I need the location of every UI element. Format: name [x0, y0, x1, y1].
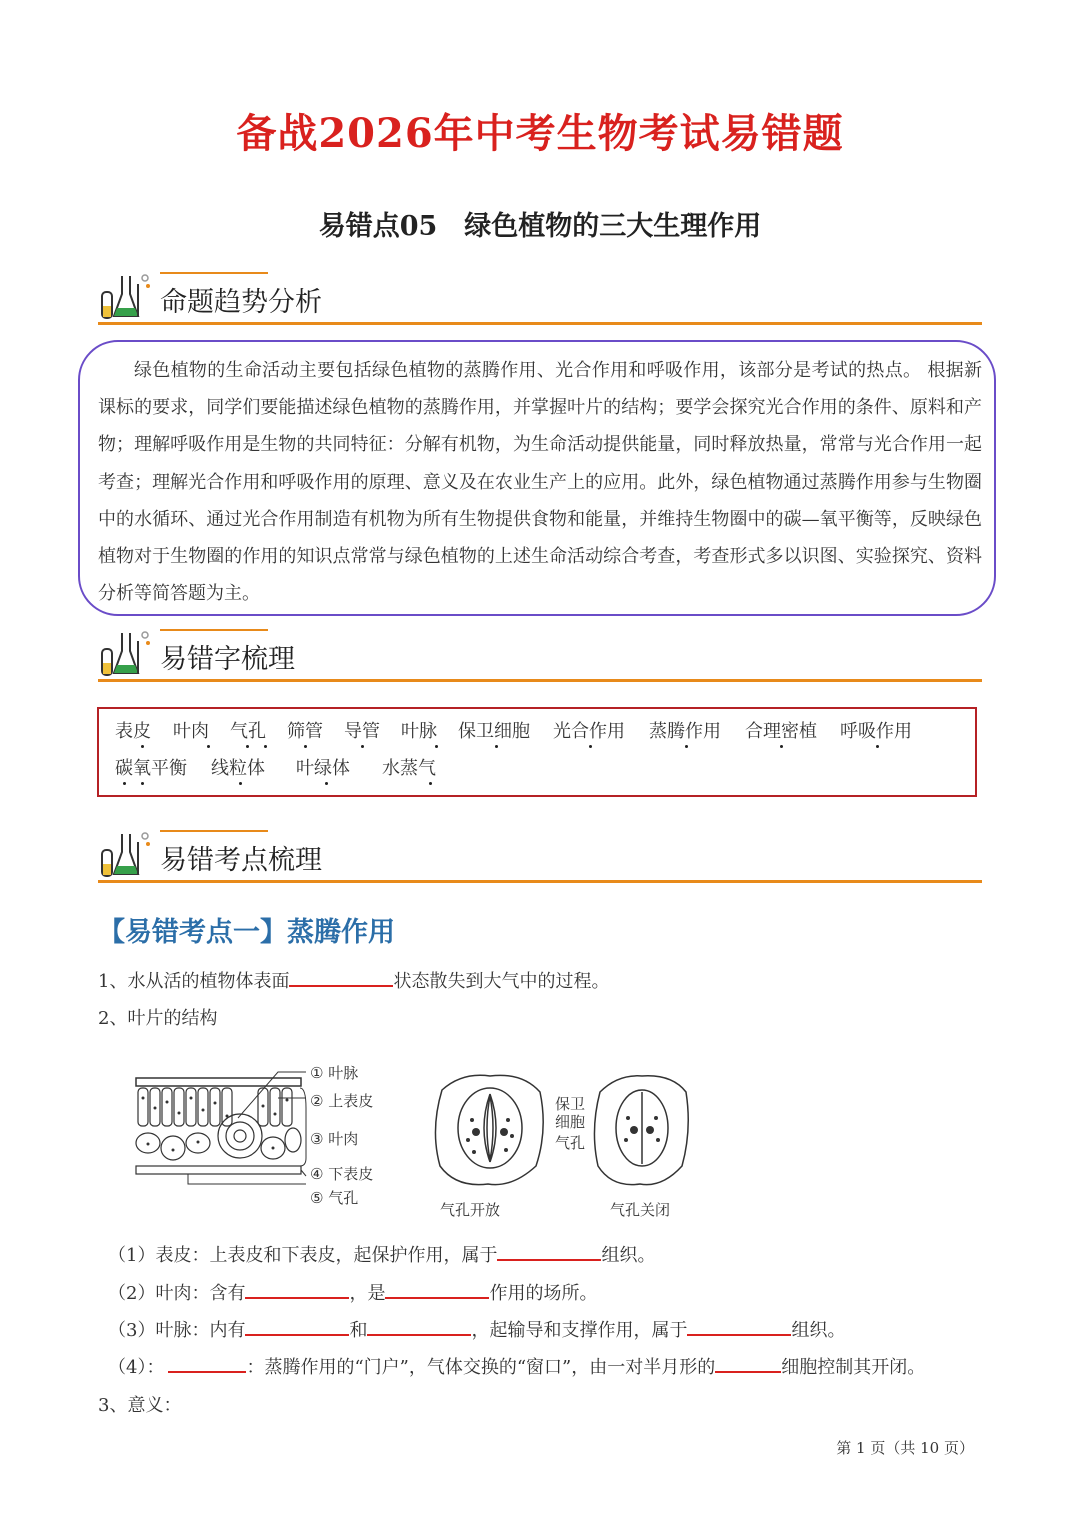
word-item: 导管 [344, 721, 380, 742]
subquestion-2: （2）叶肉：含有 ，是 作用的场所。 [108, 1283, 598, 1304]
answer-blank[interactable] [245, 1281, 349, 1299]
word-item: 表皮 [115, 721, 151, 742]
trend-paragraph: 绿色植物的生命活动主要包括绿色植物的蒸腾作用、光合作用和呼吸作用，该部分是考试的热点。 根据新课标的要求，同学们要能描述绿色植物的蒸腾作用，并掌握叶片的结构；要学会探究光合作用的条件、原料和产物；理解呼吸作用是生物的共同特征：分解有机物，为生命活动提供能量，同时释放热量，常常与光合作用一起考查；理解光合作用和呼吸作用的原理、意义及在农业生产上的应用。此外，绿色植物通过蒸腾作用参与生物圈中的水循环、通过光合作用制造有机物为所有生物提供食物和能量，并维持生物圈中的碳—氧平衡等，反映绿色植物对于生物圈的作用的知识点常常与绿色植物的上述生命活动综合考查，考查形式多以识图、实验探究、资料分析等简答题为主。 [98, 360, 982, 605]
page-number: 第 1 页（共 10 页） [836, 1439, 974, 1457]
word-item: 气孔 [230, 721, 266, 742]
word-item: 合理密植 [745, 721, 817, 742]
section-title-words: 易错字梳理 [160, 644, 295, 675]
answer-blank[interactable] [367, 1318, 471, 1336]
section-title-trend: 命题趋势分析 [160, 287, 322, 318]
answer-blank[interactable] [245, 1318, 349, 1336]
leaf-label: ⑤ 气孔 [310, 1189, 359, 1207]
section-title-points: 易错考点梳理 [160, 845, 322, 876]
word-item: 蒸腾作用 [649, 721, 721, 742]
word-item: 筛管 [287, 721, 323, 742]
stoma-closed-diagram [592, 1070, 692, 1190]
stoma-label: 气孔 [555, 1134, 586, 1152]
word-item: 碳氧平衡 [115, 758, 187, 779]
key-point-heading: 【易错考点一】蒸腾作用 [98, 917, 395, 948]
main-title: 备战2026年中考生物考试易错题 [236, 110, 844, 157]
stoma-open-caption: 气孔开放 [440, 1201, 501, 1219]
leaf-label: ② 上表皮 [310, 1092, 374, 1110]
answer-blank[interactable] [385, 1281, 489, 1299]
lab-flask-icon [98, 828, 154, 878]
word-item: 叶绿体 [296, 758, 350, 779]
words-box [97, 707, 977, 797]
word-item: 水蒸气 [382, 758, 436, 779]
answer-blank[interactable] [497, 1243, 601, 1261]
sub-title: 易错点05 绿色植物的三大生理作用 [318, 211, 762, 242]
lab-flask-icon [98, 270, 154, 320]
answer-blank[interactable] [687, 1318, 791, 1336]
word-item: 线粒体 [211, 758, 265, 779]
stoma-open-diagram [432, 1070, 548, 1190]
question-2: 2、叶片的结构 [98, 1008, 218, 1029]
answer-blank[interactable] [168, 1355, 246, 1373]
leaf-label: ① 叶脉 [310, 1064, 359, 1082]
answer-blank[interactable] [289, 969, 393, 987]
guard-cell-label-1: 保卫 [555, 1095, 586, 1113]
section-header-words [98, 627, 982, 687]
stoma-closed-caption: 气孔关闭 [610, 1201, 671, 1219]
lab-flask-icon [98, 627, 154, 677]
section-header-points [98, 828, 982, 888]
subquestion-1: （1）表皮：上表皮和下表皮，起保护作用，属于 组织。 [108, 1245, 656, 1266]
answer-blank[interactable] [715, 1355, 781, 1373]
word-item: 保卫细胞 [458, 721, 530, 742]
subquestion-3: （3）叶脉：内有 和 ，起输导和支撑作用，属于 组织。 [108, 1320, 846, 1341]
leaf-cross-section-diagram [128, 1058, 308, 1188]
guard-cell-label-2: 细胞 [555, 1113, 586, 1131]
subquestion-4: （4）： ：蒸腾作用的“门户”，气体交换的“窗口”，由一对半月形的 细胞控制其开闭。 [108, 1357, 926, 1378]
question-1: 1、水从活的植物体表面 状态散失到大气中的过程。 [98, 971, 610, 992]
question-3: 3、意义： [98, 1395, 182, 1416]
word-item: 叶脉 [401, 721, 437, 742]
word-item: 叶肉 [173, 721, 209, 742]
word-item: 光合作用 [553, 721, 625, 742]
leaf-label: ④ 下表皮 [310, 1165, 374, 1183]
word-item: 呼吸作用 [840, 721, 912, 742]
section-header-trend [98, 270, 982, 330]
leaf-label: ③ 叶肉 [310, 1130, 359, 1148]
